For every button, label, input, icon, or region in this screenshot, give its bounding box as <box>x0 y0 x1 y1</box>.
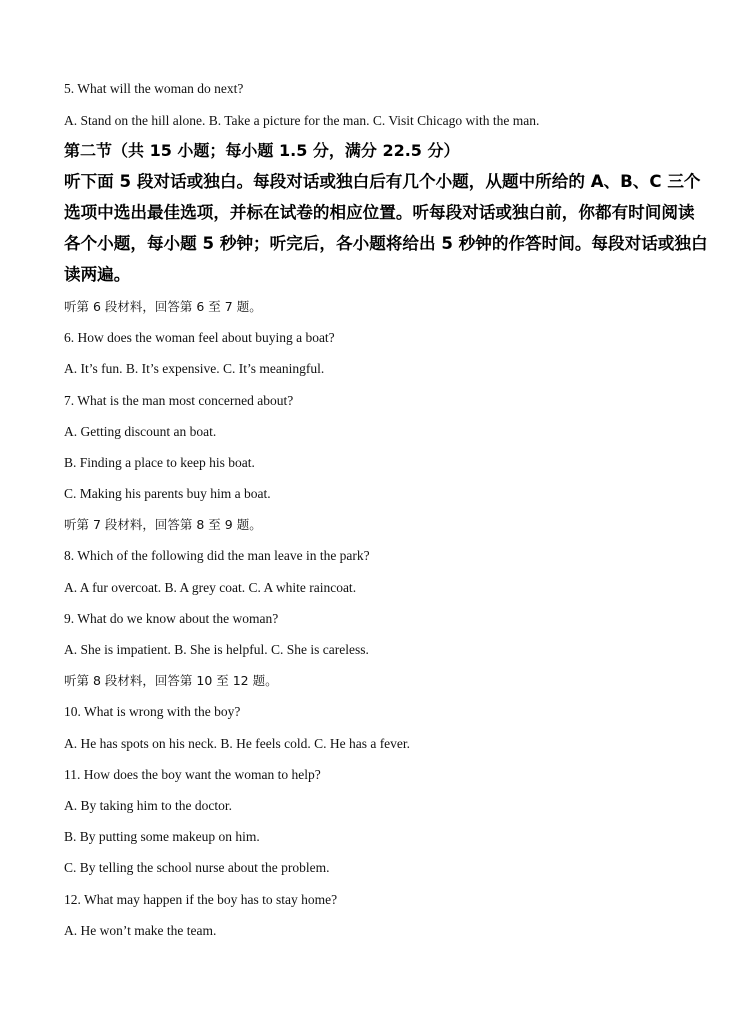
question-10-options: A. He has spots on his neck. B. He feels cold. C. He has a fever. <box>64 736 411 751</box>
material-6-label: 听第 6 段材料，回答第 6 至 7 题。 <box>64 299 262 314</box>
instruction-line-2: 选项中选出最佳选项，并标在试卷的相应位置。听每段对话或独白前，你都有时间阅读 <box>64 203 695 222</box>
question-5-options: A. Stand on the hill alone. B. Take a picture for the man. C. Visit Chicago with the man. <box>64 113 540 128</box>
question-9: 9. What do we know about the woman? <box>64 611 279 626</box>
question-7: 7. What is the man most concerned about? <box>64 393 294 408</box>
question-7-option-a: A. Getting discount an boat. <box>64 424 217 439</box>
material-7-label: 听第 7 段材料，回答第 8 至 9 题。 <box>64 517 262 532</box>
question-10: 10. What is wrong with the boy? <box>64 704 241 719</box>
instruction-line-3: 各个小题，每小题 5 秒钟；听完后，各小题将给出 5 秒钟的作答时间。每段对话或独白 <box>64 234 708 253</box>
question-9-options: A. She is impatient. B. She is helpful. C. She is careless. <box>64 642 369 657</box>
material-8-label: 听第 8 段材料，回答第 10 至 12 题。 <box>64 673 278 688</box>
question-7-option-c: C. Making his parents buy him a boat. <box>64 486 271 501</box>
question-6: 6. How does the woman feel about buying a boat? <box>64 330 335 345</box>
section-2-heading: 第二节（共 15 小题；每小题 1.5 分，满分 22.5 分） <box>64 141 460 160</box>
question-11-option-a: A. By taking him to the doctor. <box>64 798 232 813</box>
instruction-line-4: 读两遍。 <box>64 265 131 284</box>
question-5: 5. What will the woman do next? <box>64 81 244 96</box>
question-6-options: A. It’s fun. B. It’s expensive. C. It’s meaningful. <box>64 361 325 376</box>
question-8-options: A. A fur overcoat. B. A grey coat. C. A white raincoat. <box>64 580 357 595</box>
question-11-option-b: B. By putting some makeup on him. <box>64 829 260 844</box>
instruction-line-1: 听下面 5 段对话或独白。每段对话或独白后有几个小题，从题中所给的 A、B、C 三个 <box>64 172 701 191</box>
question-12: 12. What may happen if the boy has to stay home? <box>64 892 338 907</box>
question-7-option-b: B. Finding a place to keep his boat. <box>64 455 255 470</box>
question-11-option-c: C. By telling the school nurse about the problem. <box>64 860 330 875</box>
question-12-option-a: A. He won’t make the team. <box>64 923 217 938</box>
question-11: 11. How does the boy want the woman to help? <box>64 767 321 782</box>
question-8: 8. Which of the following did the man leave in the park? <box>64 548 370 563</box>
